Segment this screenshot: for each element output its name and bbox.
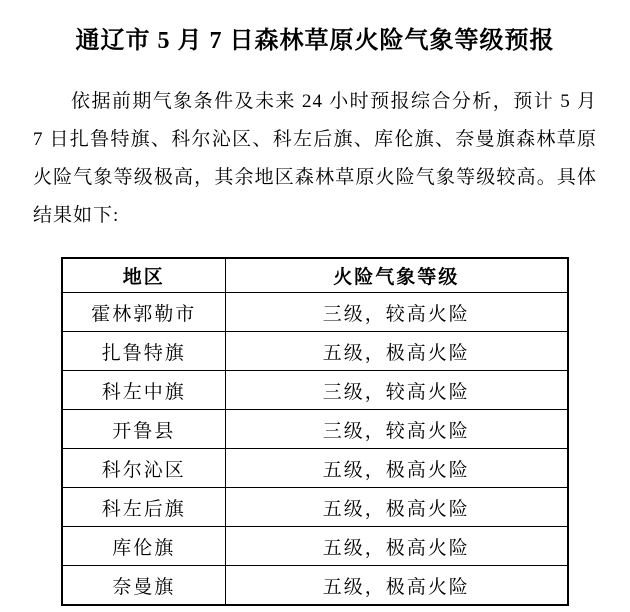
forecast-summary-paragraph: 依据前期气象条件及未来 24 小时预报综合分析，预计 5 月 7 日扎鲁特旗、科尔沁区、科左后旗、库伦旗、奈曼旗森林草原火险气象等级极高，其余地区森林草原火险气象等级较高。具体结果如下: [33, 91, 597, 226]
table-row [62, 410, 568, 449]
level-cell: 三级，较高火险 [225, 410, 568, 449]
table-row [62, 527, 568, 566]
region-cell: 开鲁县 [62, 410, 225, 449]
level-cell: 三级，较高火险 [225, 293, 568, 332]
level-cell: 三级，较高火险 [225, 371, 568, 410]
table-row [62, 449, 568, 488]
level-cell: 五级，极高火险 [225, 332, 568, 371]
level-cell: 五级，极高火险 [225, 527, 568, 566]
table-row [62, 293, 568, 332]
region-cell: 霍林郭勒市 [62, 293, 225, 332]
region-cell: 科尔沁区 [62, 449, 225, 488]
table-header-row [62, 258, 568, 293]
document-page [0, 26, 630, 612]
region-cell: 科左中旗 [62, 371, 225, 410]
table-row [62, 566, 568, 606]
region-cell: 扎鲁特旗 [62, 332, 225, 371]
region-cell: 库伦旗 [62, 527, 225, 566]
level-cell: 五级，极高火险 [225, 566, 568, 606]
level-cell: 五级，极高火险 [225, 449, 568, 488]
table-row [62, 371, 568, 410]
table-row [62, 332, 568, 371]
region-cell: 奈曼旗 [62, 566, 225, 606]
column-header-region: 地区 [62, 258, 225, 293]
table-row [62, 488, 568, 527]
document-title: 通辽市 5 月 7 日森林草原火险气象等级预报 [75, 28, 555, 54]
fire-danger-level-table [61, 257, 569, 606]
region-cell: 科左后旗 [62, 488, 225, 527]
level-cell: 五级，极高火险 [225, 488, 568, 527]
column-header-level: 火险气象等级 [225, 258, 568, 293]
